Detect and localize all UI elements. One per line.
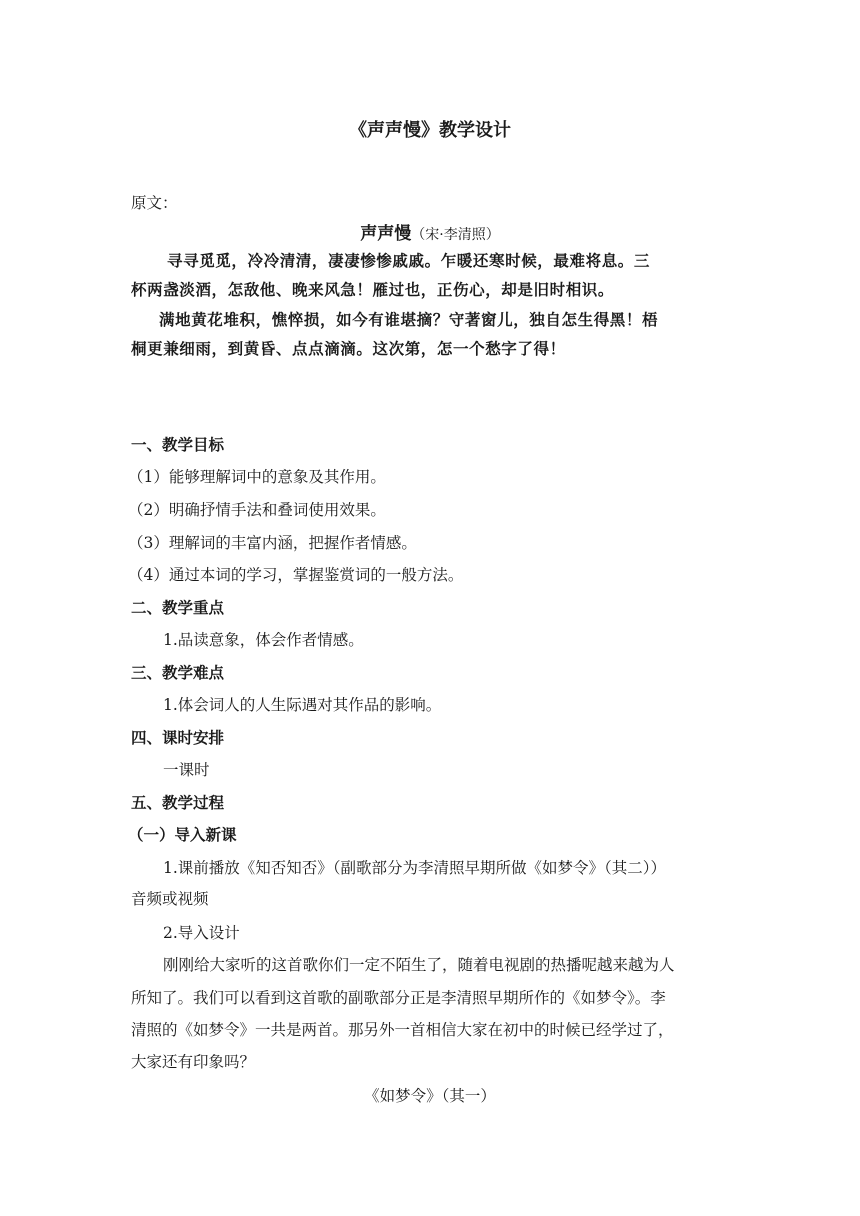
poem-line: 寻寻觅觅，冷冷清清，凄凄惨惨戚戚。乍暖还寒时候，最难将息。三	[167, 251, 651, 270]
objective-item: （2）明确抒情手法和叠词使用效果。	[128, 501, 386, 519]
section-heading: 一、教学目标	[131, 435, 225, 454]
difficulty-item: 1.体会词人的人生际遇对其作品的影响。	[163, 696, 442, 714]
original-text-label: 原文：	[131, 194, 178, 212]
process-paragraph: 1.课前播放《知否知否》（副歌部分为李清照早期所做《如梦令》（其二））	[163, 859, 667, 877]
objective-item: （4）通过本词的学习，掌握鉴赏词的一般方法。	[128, 566, 464, 584]
poem-author: （宋·李清照）	[411, 227, 500, 243]
section-heading: 五、教学过程	[131, 793, 225, 812]
process-paragraph: 2.导入设计	[163, 924, 240, 942]
objective-item: （3）理解词的丰富内涵，把握作者情感。	[128, 534, 417, 552]
document-title: 《声声慢》教学设计	[349, 120, 511, 141]
intro-paragraph-line: 刚刚给大家听的这首歌你们一定不陌生了，随着电视剧的热播呢越来越为人	[163, 956, 675, 974]
poem-title: 声声慢	[360, 224, 412, 244]
key-point-item: 1.品读意象，体会作者情感。	[163, 631, 364, 649]
schedule-item: 一课时	[163, 761, 210, 779]
process-paragraph: 音频或视频	[131, 890, 209, 908]
section-heading: 二、教学重点	[131, 598, 225, 617]
poem-line: 杯两盏淡酒，怎敌他、晚来风急！雁过也，正伤心，却是旧时相识。	[131, 280, 615, 299]
poem-line: 桐更兼细雨，到黄昏、点点滴滴。这次第，怎一个愁字了得！	[131, 339, 566, 358]
intro-paragraph-line: 大家还有印象吗？	[131, 1053, 256, 1071]
section-heading: 四、课时安排	[131, 728, 225, 747]
intro-paragraph-line: 所知了。我们可以看到这首歌的副歌部分正是李清照早期所作的《如梦令》。李	[131, 989, 666, 1007]
poem-line: 满地黄花堆积，憔悴损，如今有谁堪摘？守著窗儿，独自怎生得黑！梧	[159, 310, 659, 329]
subsection-heading: （一）导入新课	[128, 825, 237, 844]
objective-item: （1）能够理解词中的意象及其作用。	[128, 468, 386, 486]
rumengling-title: 《如梦令》（其一）	[364, 1087, 496, 1105]
poem-title-line	[0, 219, 860, 244]
section-heading: 三、教学难点	[131, 663, 225, 682]
intro-paragraph-line: 清照的《如梦令》一共是两首。那另外一首相信大家在初中的时候已经学过了，	[131, 1021, 674, 1039]
